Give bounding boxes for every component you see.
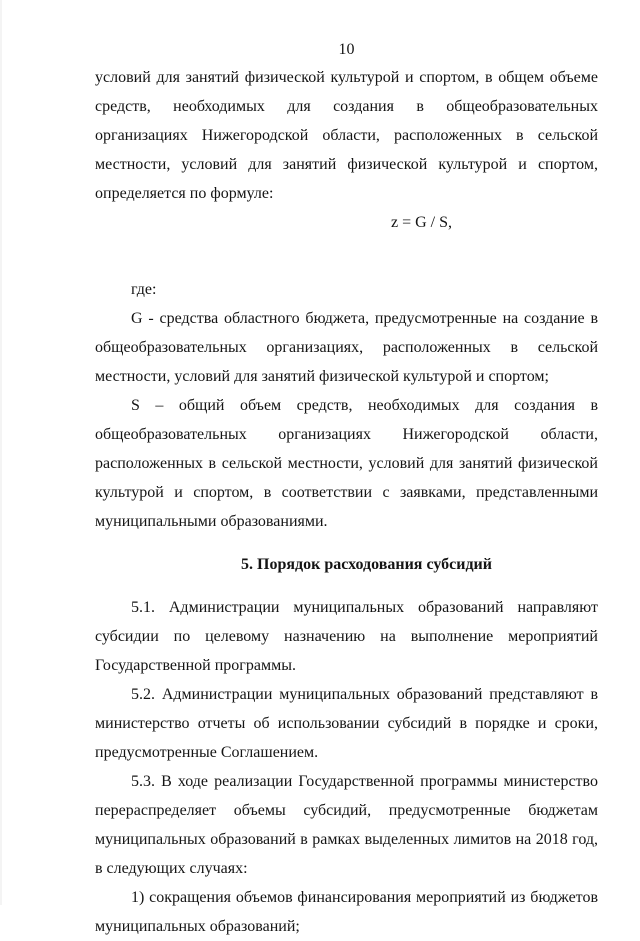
item-5-1: 5.1. Администрации муниципальных образований направляют субсидии по целевому назначению на выполнение мероприятий Государственной программы.	[95, 599, 598, 674]
item-5-2: 5.2. Администрации муниципальных образований представляют в министерство отчеты об использовании субсидий в порядке и сроки, предусмотренные Соглашением.	[95, 686, 598, 761]
intro-paragraph: условий для занятий физической культурой и спортом, в общем объеме средств, необходимых для создания в общеобразовательных организациях Нижегородской области, расположенных в сельской местности, условий для занятий физической культурой и спортом, определяется по формуле:	[95, 69, 598, 202]
definition-g: G - средства областного бюджета, предусмотренные на создание в общеобразовательных организациях, расположенных в сельской местности, условий для занятий физической культурой и спортом;	[95, 310, 598, 385]
where-label: где:	[131, 281, 157, 298]
definition-s: S – общий объем средств, необходимых для создания в общеобразовательных организациях Нижегородской области, расположенных в сельской местности, условий для занятий физической культурой и спортом, в соответствии с заявками, представленными муниципальными образованиями.	[95, 397, 598, 530]
scan-edge	[0, 0, 2, 905]
item-1: 1) сокращения объемов финансирования мероприятий из бюджетов муниципальных образований;	[95, 889, 598, 935]
section-heading: 5. Порядок расходования субсидий	[241, 556, 492, 573]
page-number: 10	[338, 41, 355, 58]
formula: z = G / S,	[390, 214, 453, 231]
item-5-3: 5.3. В ходе реализации Государственной программы министерство перераспределяет объемы субсидий, предусмотренные бюджетам муниципальных образований в рамках выделенных лимитов на 2018 год, в следующих случаях:	[95, 773, 598, 877]
